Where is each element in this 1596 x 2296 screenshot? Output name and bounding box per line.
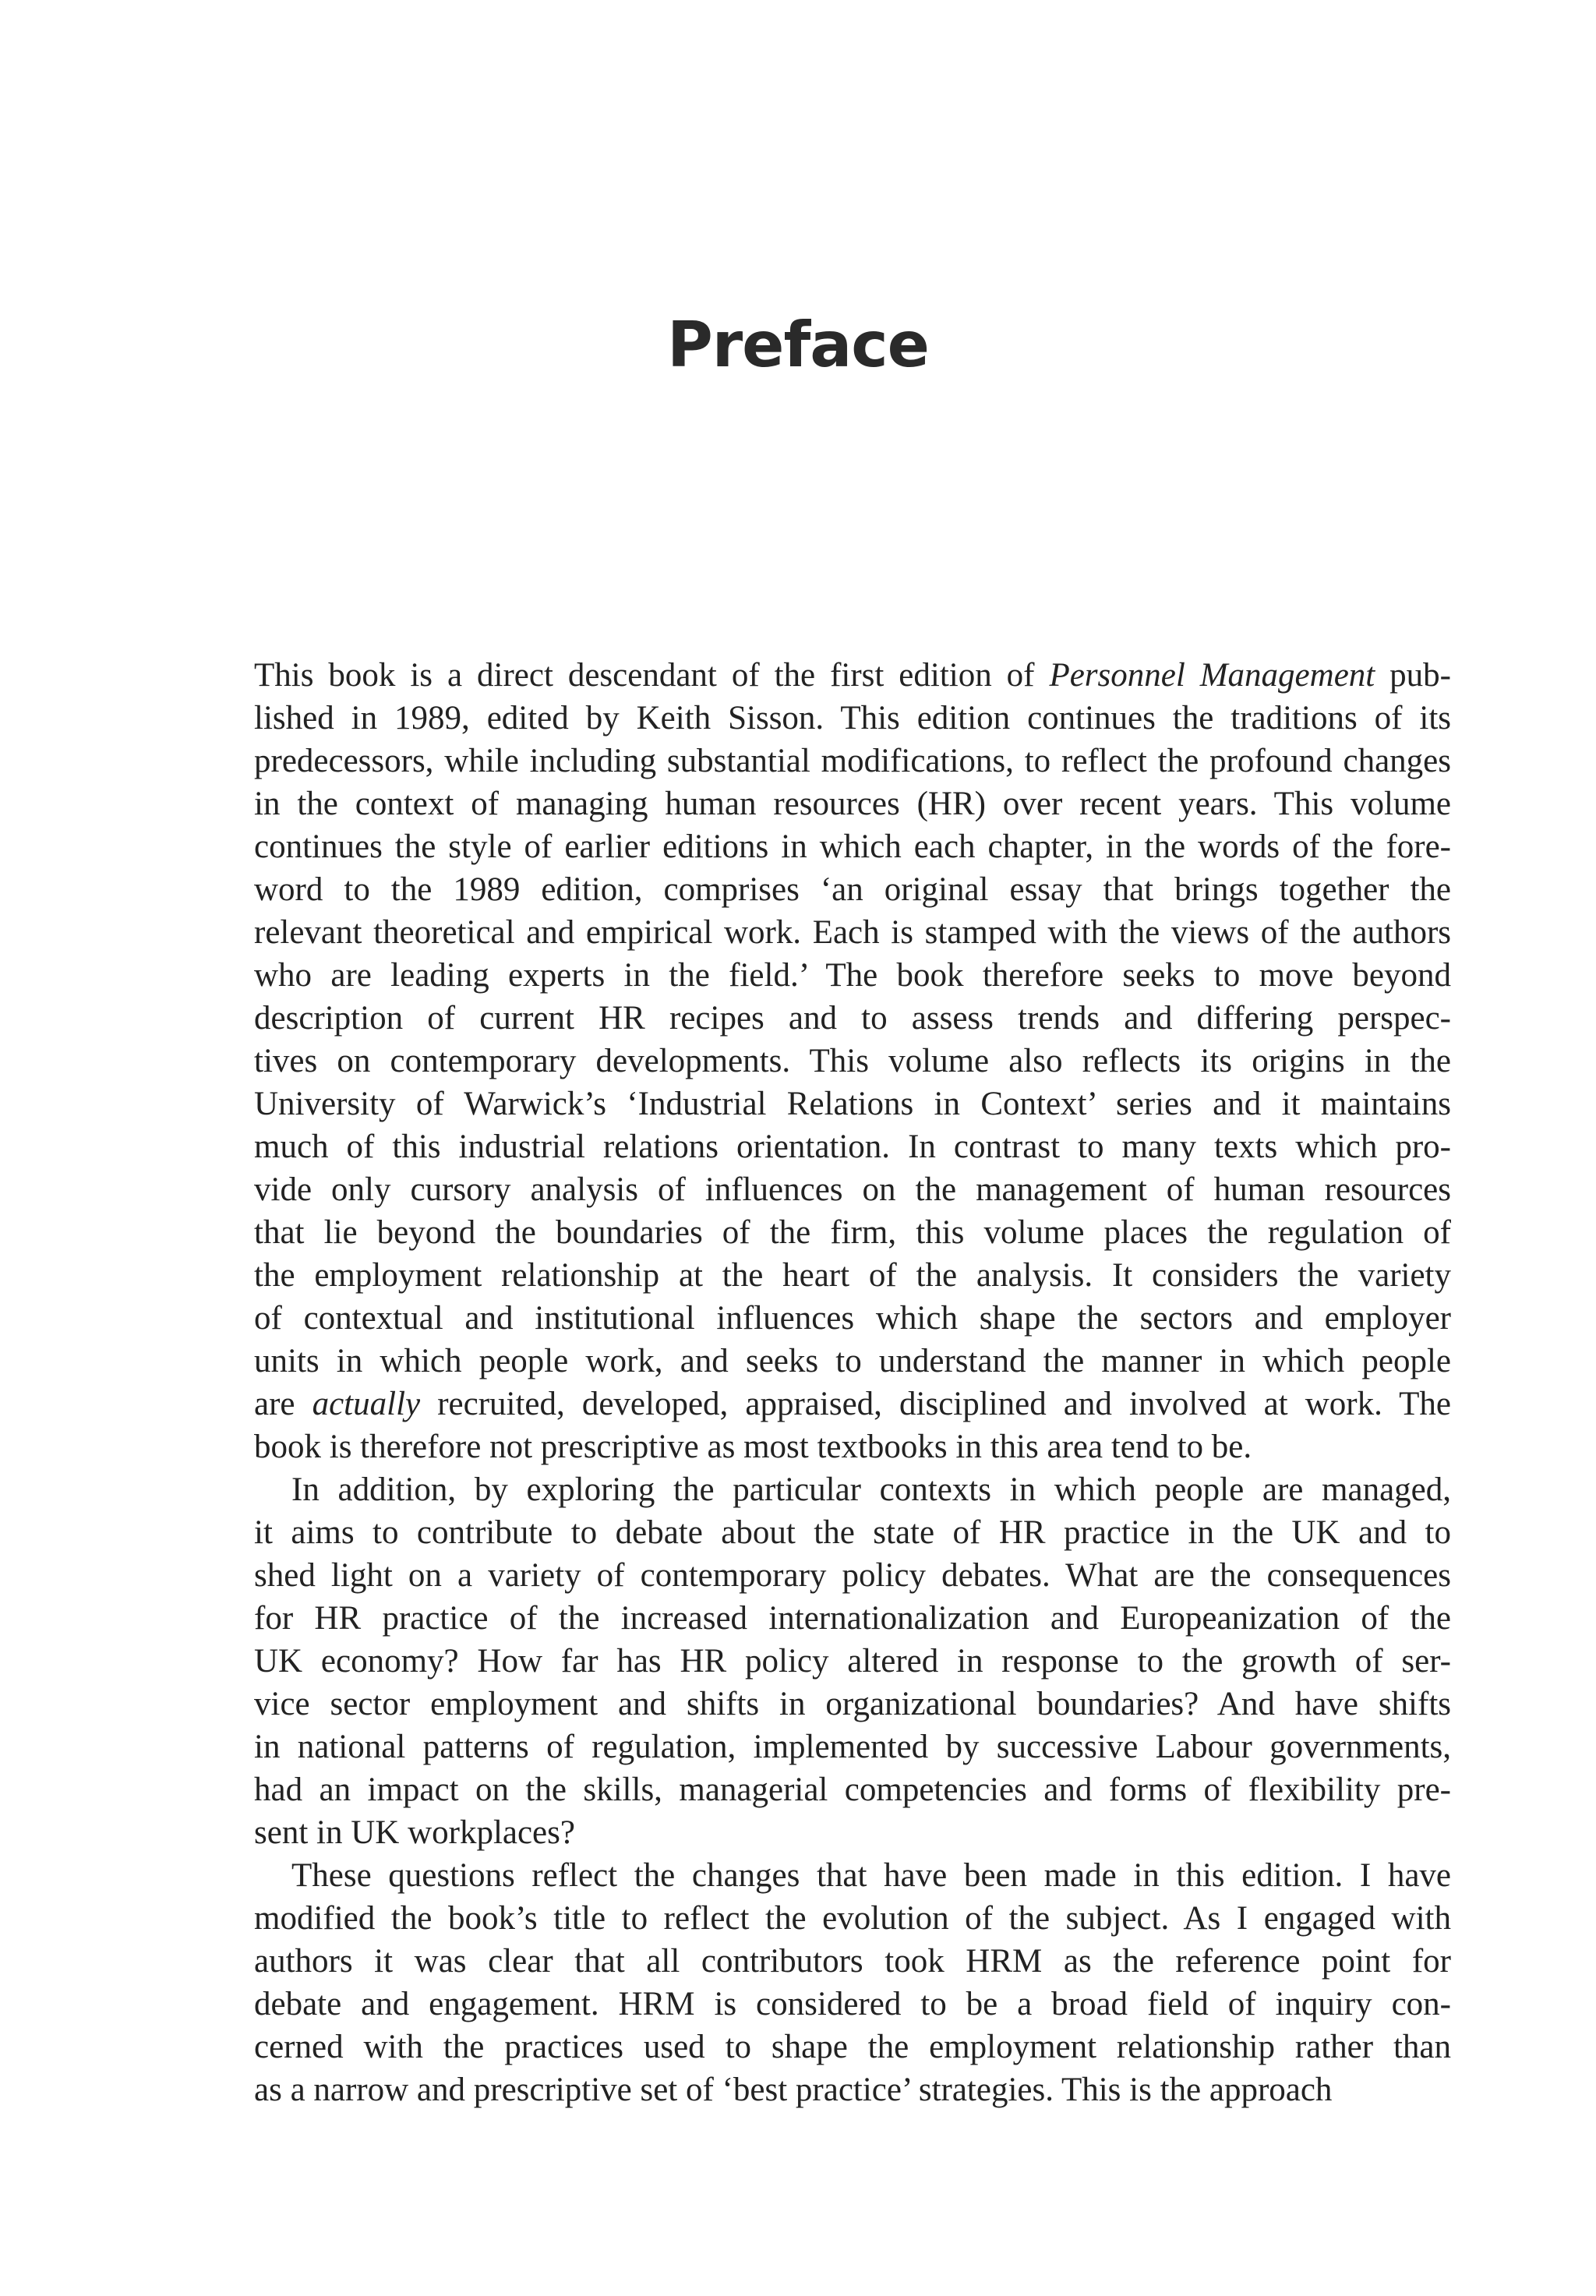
- text-line: vice sector employment and shifts in organizational boundaries? And have shifts: [254, 1686, 1451, 1722]
- text-line: modified the book’s title to reflect the evolution of the subject. As I engaged with: [254, 1900, 1451, 1937]
- text-line: In addition, by exploring the particular contexts in which people are managed,: [291, 1471, 1451, 1508]
- text-line: book is therefore not prescriptive as most textbooks in this area tend to be.: [254, 1429, 1252, 1465]
- text-line: word to the 1989 edition, comprises ‘an original essay that brings together the: [254, 871, 1451, 908]
- text-line: predecessors, while including substantial modifications, to reflect the profound changes: [254, 743, 1451, 779]
- text-line: relevant theoretical and empirical work. Each is stamped with the views of the authors: [254, 914, 1451, 951]
- italic-term: Personnel Management: [1049, 657, 1375, 694]
- text-line: authors it was clear that all contributors took HRM as the reference point for: [254, 1943, 1451, 1980]
- text-line: in the context of managing human resources (HR) over recent years. This volume: [254, 786, 1451, 822]
- preface-body: [254, 654, 1451, 2111]
- text-line: it aims to contribute to debate about the state of HR practice in the UK and to: [254, 1514, 1451, 1551]
- text-line: continues the style of earlier editions in which each chapter, in the words of the fore-: [254, 828, 1451, 865]
- text-line: sent in UK workplaces?: [254, 1814, 575, 1851]
- text-line: the employment relationship at the heart of the analysis. It considers the variety: [254, 1257, 1451, 1294]
- text-line: debate and engagement. HRM is considered to be a broad field of inquiry con-: [254, 1986, 1451, 2022]
- text-line: are actually recruited, developed, appraised, disciplined and involved at work. The: [254, 1386, 1451, 1422]
- text-line: vide only cursory analysis of influences on the management of human resources: [254, 1171, 1451, 1208]
- text-line: These questions reflect the changes that have been made in this edition. I have: [291, 1857, 1451, 1894]
- text-line: shed light on a variety of contemporary policy debates. What are the consequences: [254, 1557, 1451, 1594]
- text-line: who are leading experts in the field.’ The book therefore seeks to move beyond: [254, 957, 1451, 994]
- text-line: University of Warwick’s ‘Industrial Relations in Context’ series and it maintains: [254, 1086, 1451, 1122]
- text-line: that lie beyond the boundaries of the firm, this volume places the regulation of: [254, 1214, 1451, 1251]
- text-line: had an impact on the skills, managerial competencies and forms of flexibility pre-: [254, 1771, 1451, 1808]
- text-line: UK economy? How far has HR policy altered in response to the growth of ser-: [254, 1643, 1451, 1680]
- text-line: units in which people work, and seeks to understand the manner in which people: [254, 1343, 1451, 1379]
- paragraph-2: [254, 1468, 1451, 1854]
- paragraph-3: [254, 1854, 1451, 2111]
- paragraph-1: [254, 654, 1451, 1468]
- text-line: cerned with the practices used to shape the employment relationship rather than: [254, 2029, 1451, 2065]
- text-line: much of this industrial relations orientation. In contrast to many texts which pro-: [254, 1129, 1451, 1165]
- text-line: as a narrow and prescriptive set of ‘best practice’ strategies. This is the approach: [254, 2072, 1333, 2108]
- text-line: in national patterns of regulation, implemented by successive Labour governments,: [254, 1729, 1451, 1765]
- text-line: for HR practice of the increased internationalization and Europeanization of the: [254, 1600, 1451, 1637]
- text-line: tives on contemporary developments. This volume also reflects its origins in the: [254, 1043, 1451, 1079]
- text-line: of contextual and institutional influences which shape the sectors and employer: [254, 1300, 1451, 1337]
- text-line: lished in 1989, edited by Keith Sisson. This edition continues the traditions of its: [254, 700, 1451, 736]
- page-title: Preface: [667, 309, 929, 381]
- text-line: description of current HR recipes and to assess trends and differing perspec-: [254, 1000, 1451, 1037]
- text-line: This book is a direct descendant of the first edition of Personnel Management pub-: [254, 657, 1452, 694]
- italic-term: actually: [312, 1386, 421, 1422]
